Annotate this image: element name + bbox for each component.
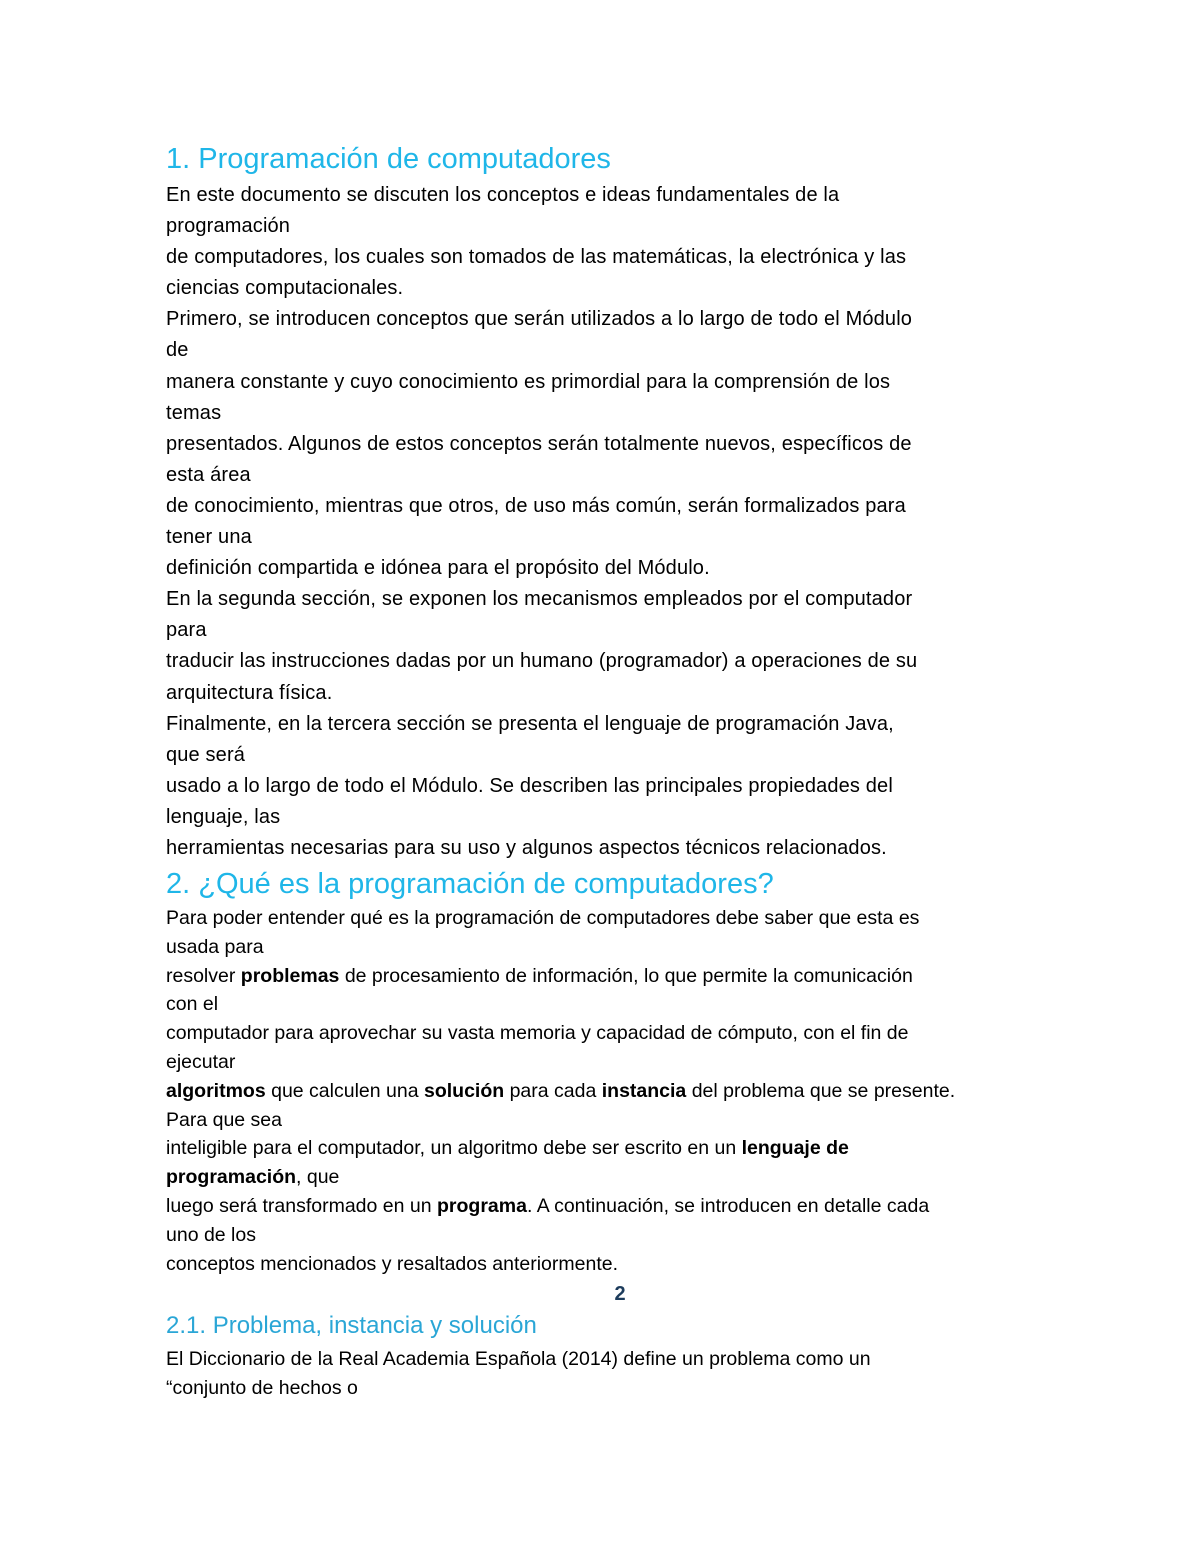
section-1-heading: 1. Programación de computadores bbox=[166, 143, 611, 175]
body-line: presentados. Algunos de estos conceptos serán totalmente nuevos, específicos de bbox=[166, 432, 912, 455]
body-line: El Diccionario de la Real Academia Española (2014) define un problema como un bbox=[166, 1348, 871, 1370]
body-text: resolver bbox=[166, 964, 241, 987]
body-line: En la segunda sección, se exponen los mecanismos empleados por el computador bbox=[166, 588, 913, 611]
body-line bbox=[166, 1192, 1066, 1221]
bold-term-programa: programa bbox=[437, 1194, 527, 1217]
body-line: En este documento se discuten los conceptos e ideas fundamentales de la bbox=[166, 184, 840, 206]
bold-term-lenguaje: lenguaje de bbox=[741, 1137, 849, 1160]
bold-term-solucion: solución bbox=[423, 1079, 505, 1102]
body-line: Para que sea bbox=[166, 1108, 283, 1131]
body-text: inteligible para el computador, un algoritmo debe ser escrito en un bbox=[166, 1137, 742, 1160]
body-line bbox=[166, 1163, 1066, 1192]
bold-term-instancia: instancia bbox=[601, 1079, 687, 1102]
body-line: de bbox=[166, 339, 189, 362]
body-line: de conocimiento, mientras que otros, de uso más común, serán formalizados para bbox=[166, 494, 906, 517]
body-line: ciencias computacionales. bbox=[166, 277, 404, 300]
body-line: Primero, se introducen conceptos que serán utilizados a lo largo de todo el Módulo bbox=[166, 308, 913, 331]
body-line: esta área bbox=[166, 463, 251, 486]
bold-term-problemas: problemas bbox=[240, 964, 340, 987]
body-line: “conjunto de hechos o bbox=[166, 1377, 358, 1399]
body-line: conceptos mencionados y resaltados anteriormente. bbox=[166, 1252, 619, 1275]
body-line: ejecutar bbox=[166, 1050, 236, 1073]
body-line: computador para aprovechar su vasta memoria y capacidad de cómputo, con el fin de bbox=[166, 1022, 909, 1045]
body-text: de procesamiento de información, lo que permite la comunicación bbox=[339, 964, 913, 987]
body-line: arquitectura física. bbox=[166, 681, 333, 704]
body-line: con el bbox=[166, 993, 219, 1016]
body-text: luego será transformado en un bbox=[166, 1194, 438, 1217]
body-line bbox=[166, 1134, 1066, 1163]
section-2-body bbox=[166, 904, 1066, 1278]
body-line: temas bbox=[166, 401, 222, 424]
section-1-body bbox=[166, 180, 1066, 864]
body-line: traducir las instrucciones dadas por un humano (programador) a operaciones de su bbox=[166, 650, 918, 673]
body-line: manera constante y cuyo conocimiento es primordial para la comprensión de los bbox=[166, 370, 891, 393]
body-line: Finalmente, en la tercera sección se presenta el lenguaje de programación Java, bbox=[166, 712, 894, 735]
body-line: definición compartida e idónea para el propósito del Módulo. bbox=[166, 557, 710, 580]
body-line: de computadores, los cuales son tomados de las matemáticas, la electrónica y las bbox=[166, 246, 907, 269]
body-line: usada para bbox=[166, 935, 264, 958]
section-2-1-body bbox=[166, 1345, 1066, 1403]
body-text: que calculen una bbox=[265, 1079, 424, 1102]
body-line bbox=[166, 962, 1066, 991]
bold-term-algoritmos: algoritmos bbox=[166, 1079, 266, 1102]
page-number: 2 bbox=[614, 1283, 626, 1305]
body-text: , que bbox=[296, 1166, 340, 1189]
body-text: para cada bbox=[504, 1079, 602, 1102]
body-line: herramientas necesarias para su uso y algunos aspectos técnicos relacionados. bbox=[166, 836, 887, 859]
body-text: . A continuación, se introducen en detalle cada bbox=[526, 1194, 930, 1217]
section-2-heading: 2. ¿Qué es la programación de computadores? bbox=[166, 868, 774, 900]
body-line bbox=[166, 1077, 1066, 1106]
body-line: Para poder entender qué es la programación de computadores debe saber que esta es bbox=[166, 907, 920, 929]
section-2-1-heading: 2.1. Problema, instancia y solución bbox=[166, 1312, 537, 1339]
body-line: que será bbox=[166, 743, 246, 766]
body-line: lenguaje, las bbox=[166, 805, 281, 828]
body-line: tener una bbox=[166, 526, 252, 549]
body-line: para bbox=[166, 619, 207, 642]
bold-term-programacion: programación bbox=[166, 1166, 297, 1189]
body-line: uno de los bbox=[166, 1223, 256, 1246]
body-line: programación bbox=[166, 215, 291, 238]
body-line: usado a lo largo de todo el Módulo. Se describen las principales propiedades del bbox=[166, 774, 893, 797]
body-text: del problema que se presente. bbox=[686, 1079, 956, 1102]
